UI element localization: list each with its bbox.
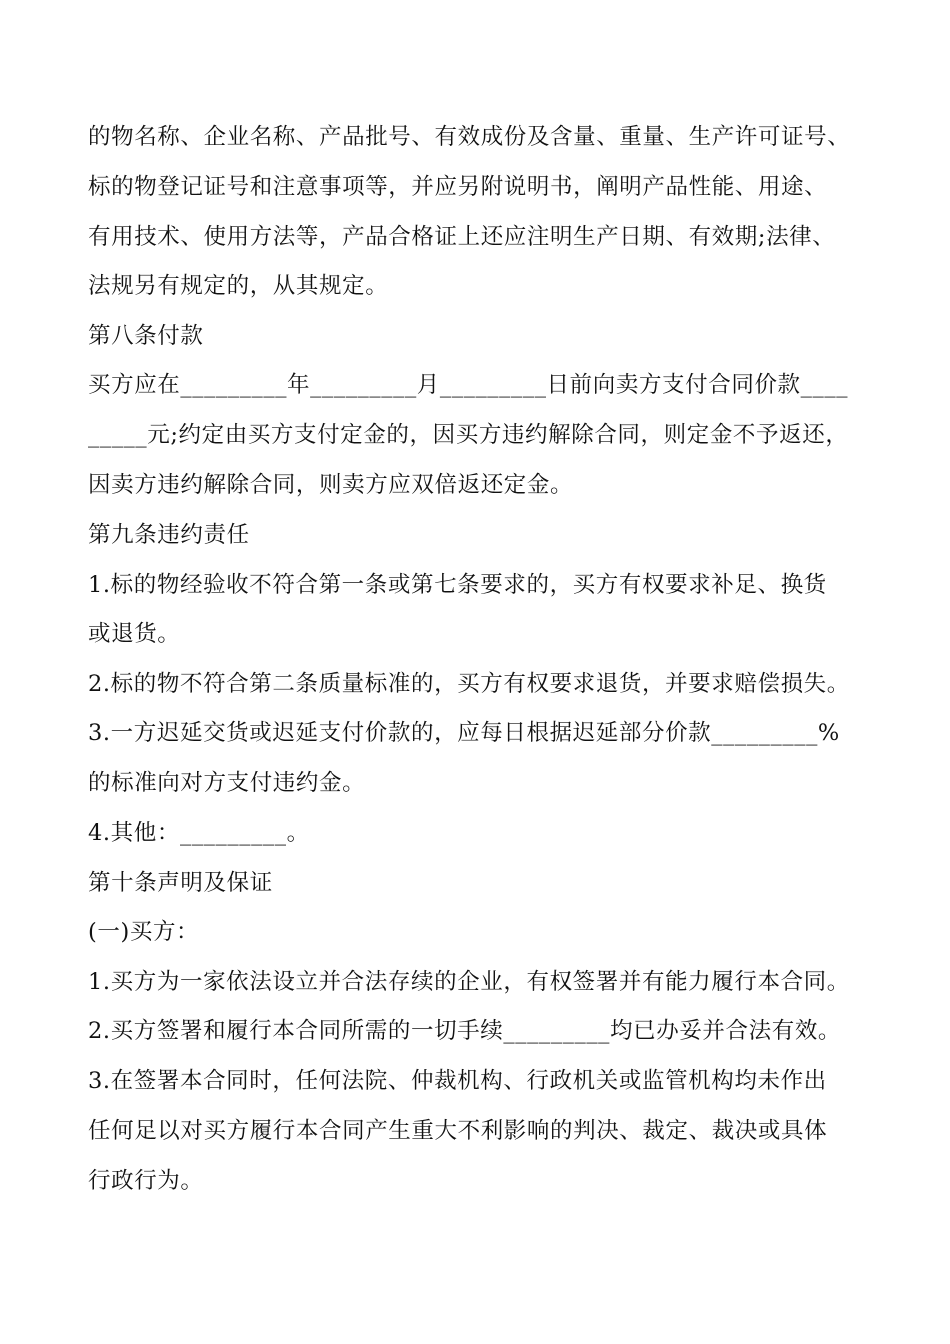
section-heading: 第九条违约责任 <box>88 522 250 548</box>
subsection-heading: (一)买方： <box>88 919 200 945</box>
text-line: 4.其他：_________。 <box>88 820 310 846</box>
section-heading: 第八条付款 <box>88 323 204 349</box>
text-line: 因卖方违约解除合同，则卖方应双倍返还定金。 <box>88 472 574 498</box>
text-line: 任何足以对买方履行本合同产生重大不利影响的判决、裁定、裁决或具体 <box>88 1118 828 1144</box>
text-line: 买方应在_________年_________月_________日前向卖方支付合同价款____ <box>88 372 849 398</box>
text-line: 2.买方签署和履行本合同所需的一切手续_________均已办妥并合法有效。 <box>88 1018 842 1044</box>
text-line: 行政行为。 <box>88 1168 204 1194</box>
text-line: 2.标的物不符合第二条质量标准的，买方有权要求退货，并要求赔偿损失。 <box>88 671 850 697</box>
text-line: 有用技术、使用方法等，产品合格证上还应注明生产日期、有效期;法律、 <box>88 224 836 250</box>
text-line: 标的物登记证号和注意事项等，并应另附说明书，阐明产品性能、用途、 <box>88 174 828 200</box>
text-line: 1.买方为一家依法设立并合法存续的企业，有权签署并有能力履行本合同。 <box>88 969 850 995</box>
text-line: 3.在签署本合同时，任何法院、仲裁机构、行政机关或监管机构均未作出 <box>88 1068 827 1094</box>
text-line: 或退货。 <box>88 621 181 647</box>
text-line: 1.标的物经验收不符合第一条或第七条要求的，买方有权要求补足、换货 <box>88 572 827 598</box>
text-line: _____元;约定由买方支付定金的，因买方违约解除合同，则定金不予返还， <box>88 422 849 448</box>
text-line: 的物名称、企业名称、产品批号、有效成份及含量、重量、生产许可证号、 <box>88 124 851 150</box>
text-line: 3.一方迟延交货或迟延支付价款的，应每日根据迟延部分价款_________% <box>88 720 840 746</box>
section-heading: 第十条声明及保证 <box>88 870 273 896</box>
text-line: 的标准向对方支付违约金。 <box>88 770 366 796</box>
text-line: 法规另有规定的，从其规定。 <box>88 273 389 299</box>
